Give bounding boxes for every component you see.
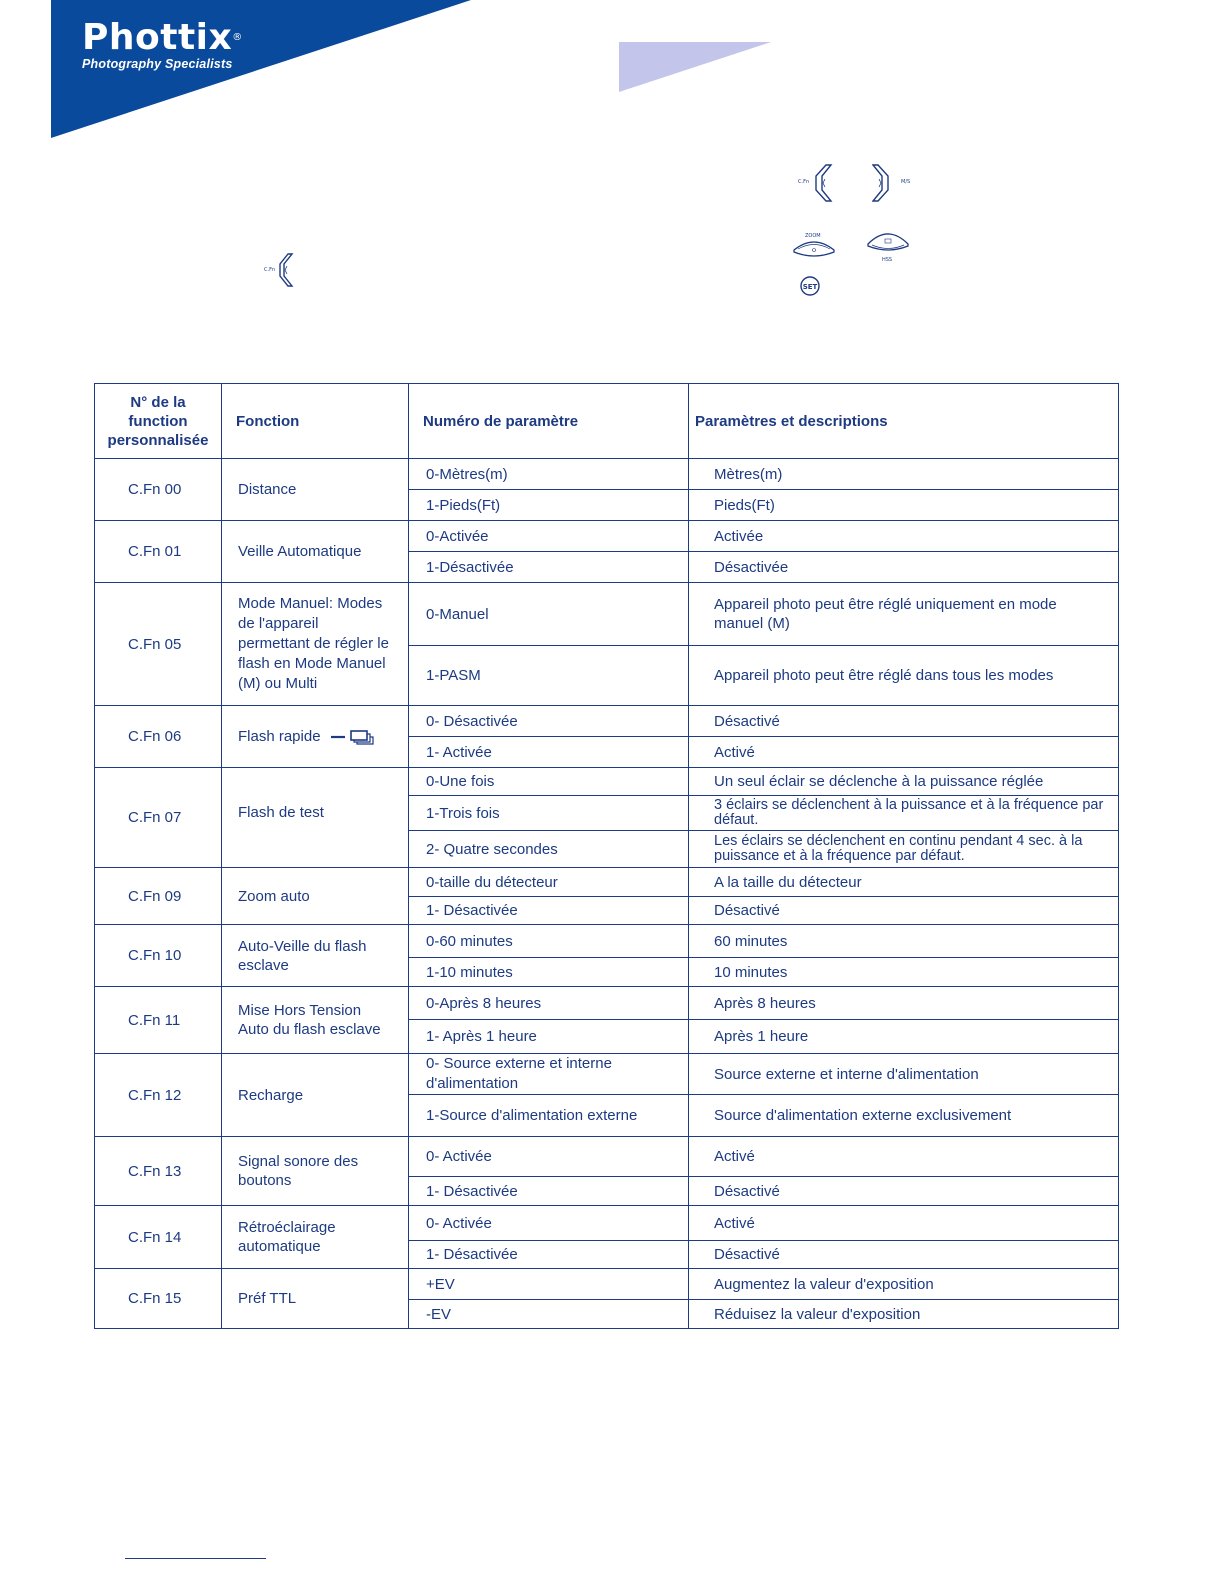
function-name: Auto-Veille du flash esclave xyxy=(222,925,409,987)
description: Désactivé xyxy=(689,1241,1119,1269)
function-name-cell xyxy=(222,706,409,768)
parameter: 1-PASM xyxy=(409,646,689,706)
table-row xyxy=(95,1054,1119,1095)
function-name: Recharge xyxy=(222,1054,409,1137)
cfn-number: C.Fn 05 xyxy=(95,583,222,706)
table-row xyxy=(95,459,1119,490)
table-row xyxy=(95,1206,1119,1241)
function-name: Mise Hors Tension Auto du flash esclave xyxy=(222,987,409,1054)
footer-rule xyxy=(125,1558,266,1559)
cfn-number: C.Fn 15 xyxy=(95,1269,222,1329)
cfn-number: C.Fn 11 xyxy=(95,987,222,1054)
cfn-number: C.Fn 00 xyxy=(95,459,222,521)
table-row xyxy=(95,706,1119,737)
table-row xyxy=(95,987,1119,1020)
description: Désactivé xyxy=(689,706,1119,737)
zoom-label: ZOOM xyxy=(805,233,821,239)
cfn-number: C.Fn 01 xyxy=(95,521,222,583)
hss-label: HSS xyxy=(882,257,893,263)
custom-functions-table xyxy=(94,383,1119,1329)
table-row xyxy=(95,1269,1119,1300)
cfn-label: C.Fn xyxy=(264,267,276,273)
parameter: 0- Activée xyxy=(409,1206,689,1241)
parameter: 1-Pieds(Ft) xyxy=(409,490,689,521)
ms-label: M/S xyxy=(901,179,911,185)
parameter: 0-Manuel xyxy=(409,583,689,646)
description: Un seul éclair se déclenche à la puissance réglée xyxy=(689,768,1119,796)
brand-tagline: Photography Specialists xyxy=(82,57,233,71)
parameter: 1- Après 1 heure xyxy=(409,1020,689,1054)
brand-logo xyxy=(82,18,243,71)
parameter: 1- Désactivée xyxy=(409,897,689,925)
table-row xyxy=(95,583,1119,646)
cfn-number: C.Fn 12 xyxy=(95,1054,222,1137)
set-button-icon xyxy=(799,275,821,302)
function-name: Rétroéclairage automatique xyxy=(222,1206,409,1269)
description: Source d'alimentation externe exclusivement xyxy=(689,1095,1119,1137)
cfn-number: C.Fn 14 xyxy=(95,1206,222,1269)
parameter: 0- Source externe et interne d'alimentation xyxy=(409,1054,689,1095)
cfn-button-icon xyxy=(262,252,302,293)
header-function-number: N° de la function personnalisée xyxy=(95,384,222,459)
parameter: 2- Quatre secondes xyxy=(409,831,689,868)
ms-right-button-icon xyxy=(872,163,918,208)
cfn-number: C.Fn 09 xyxy=(95,868,222,925)
parameter: 0-taille du détecteur xyxy=(409,868,689,897)
cfn-number: C.Fn 07 xyxy=(95,768,222,868)
parameter: 1-Trois fois xyxy=(409,796,689,831)
function-name: Flash de test xyxy=(222,768,409,868)
brand-name: Phottix® xyxy=(82,17,243,58)
table-row xyxy=(95,768,1119,796)
description: Les éclairs se déclenchent en continu pendant 4 sec. à la puissance et à la fréquence par défaut. xyxy=(689,831,1119,868)
accent-triangle xyxy=(619,42,771,92)
description: Après 1 heure xyxy=(689,1020,1119,1054)
cfn-number: C.Fn 10 xyxy=(95,925,222,987)
table-header-row xyxy=(95,384,1119,459)
continuous-shooting-icon xyxy=(329,728,375,746)
description: 10 minutes xyxy=(689,958,1119,987)
description: Désactivé xyxy=(689,1177,1119,1206)
cfn-left-button-icon xyxy=(798,163,840,208)
function-name: Zoom auto xyxy=(222,868,409,925)
function-name: Mode Manuel: Modes de l'appareil permettant de régler le flash en Mode Manuel (M) ou Multi xyxy=(222,583,409,706)
parameter: 1-10 minutes xyxy=(409,958,689,987)
parameter: -EV xyxy=(409,1300,689,1329)
description: Source externe et interne d'alimentation xyxy=(689,1054,1119,1095)
function-name: Flash rapide xyxy=(238,727,321,745)
parameter: +EV xyxy=(409,1269,689,1300)
parameter: 0-60 minutes xyxy=(409,925,689,958)
function-name: Signal sonore des boutons xyxy=(222,1137,409,1206)
function-name: Préf TTL xyxy=(222,1269,409,1329)
description: A la taille du détecteur xyxy=(689,868,1119,897)
description: Désactivée xyxy=(689,552,1119,583)
description: Mètres(m) xyxy=(689,459,1119,490)
parameter: 0- Désactivée xyxy=(409,706,689,737)
parameter: 1- Désactivée xyxy=(409,1241,689,1269)
description: Augmentez la valeur d'exposition xyxy=(689,1269,1119,1300)
description: Activé xyxy=(689,1206,1119,1241)
parameter: 1- Activée xyxy=(409,737,689,768)
description: Pieds(Ft) xyxy=(689,490,1119,521)
table-row xyxy=(95,925,1119,958)
zoom-button-icon xyxy=(792,230,836,269)
description: Après 8 heures xyxy=(689,987,1119,1020)
table-row xyxy=(95,521,1119,552)
description: 3 éclairs se déclenchent à la puissance et à la fréquence par défaut. xyxy=(689,796,1119,831)
parameter: 0-Une fois xyxy=(409,768,689,796)
description: Réduisez la valeur d'exposition xyxy=(689,1300,1119,1329)
parameter: 0-Activée xyxy=(409,521,689,552)
cfn-left-label: C.Fn xyxy=(798,179,810,185)
description: Appareil photo peut être réglé uniquement en mode manuel (M) xyxy=(689,583,1119,646)
header-fonction: Fonction xyxy=(222,384,409,459)
table-row xyxy=(95,868,1119,897)
function-name: Veille Automatique xyxy=(222,521,409,583)
hss-button-icon xyxy=(866,228,910,269)
header-parametres-descriptions: Paramètres et descriptions xyxy=(689,384,1119,459)
parameter: 1-Désactivée xyxy=(409,552,689,583)
cfn-number: C.Fn 13 xyxy=(95,1137,222,1206)
description: Activé xyxy=(689,1137,1119,1177)
set-label: SET xyxy=(802,283,818,291)
function-name: Distance xyxy=(222,459,409,521)
parameter: 1- Désactivée xyxy=(409,1177,689,1206)
parameter: 1-Source d'alimentation externe xyxy=(409,1095,689,1137)
table-row xyxy=(95,1137,1119,1177)
parameter: 0-Mètres(m) xyxy=(409,459,689,490)
description: 60 minutes xyxy=(689,925,1119,958)
cfn-number: C.Fn 06 xyxy=(95,706,222,768)
description: Appareil photo peut être réglé dans tous les modes xyxy=(689,646,1119,706)
header-numero-parametre: Numéro de paramètre xyxy=(409,384,689,459)
parameter: 0- Activée xyxy=(409,1137,689,1177)
parameter: 0-Après 8 heures xyxy=(409,987,689,1020)
description: Activée xyxy=(689,521,1119,552)
description: Désactivé xyxy=(689,897,1119,925)
description: Activé xyxy=(689,737,1119,768)
